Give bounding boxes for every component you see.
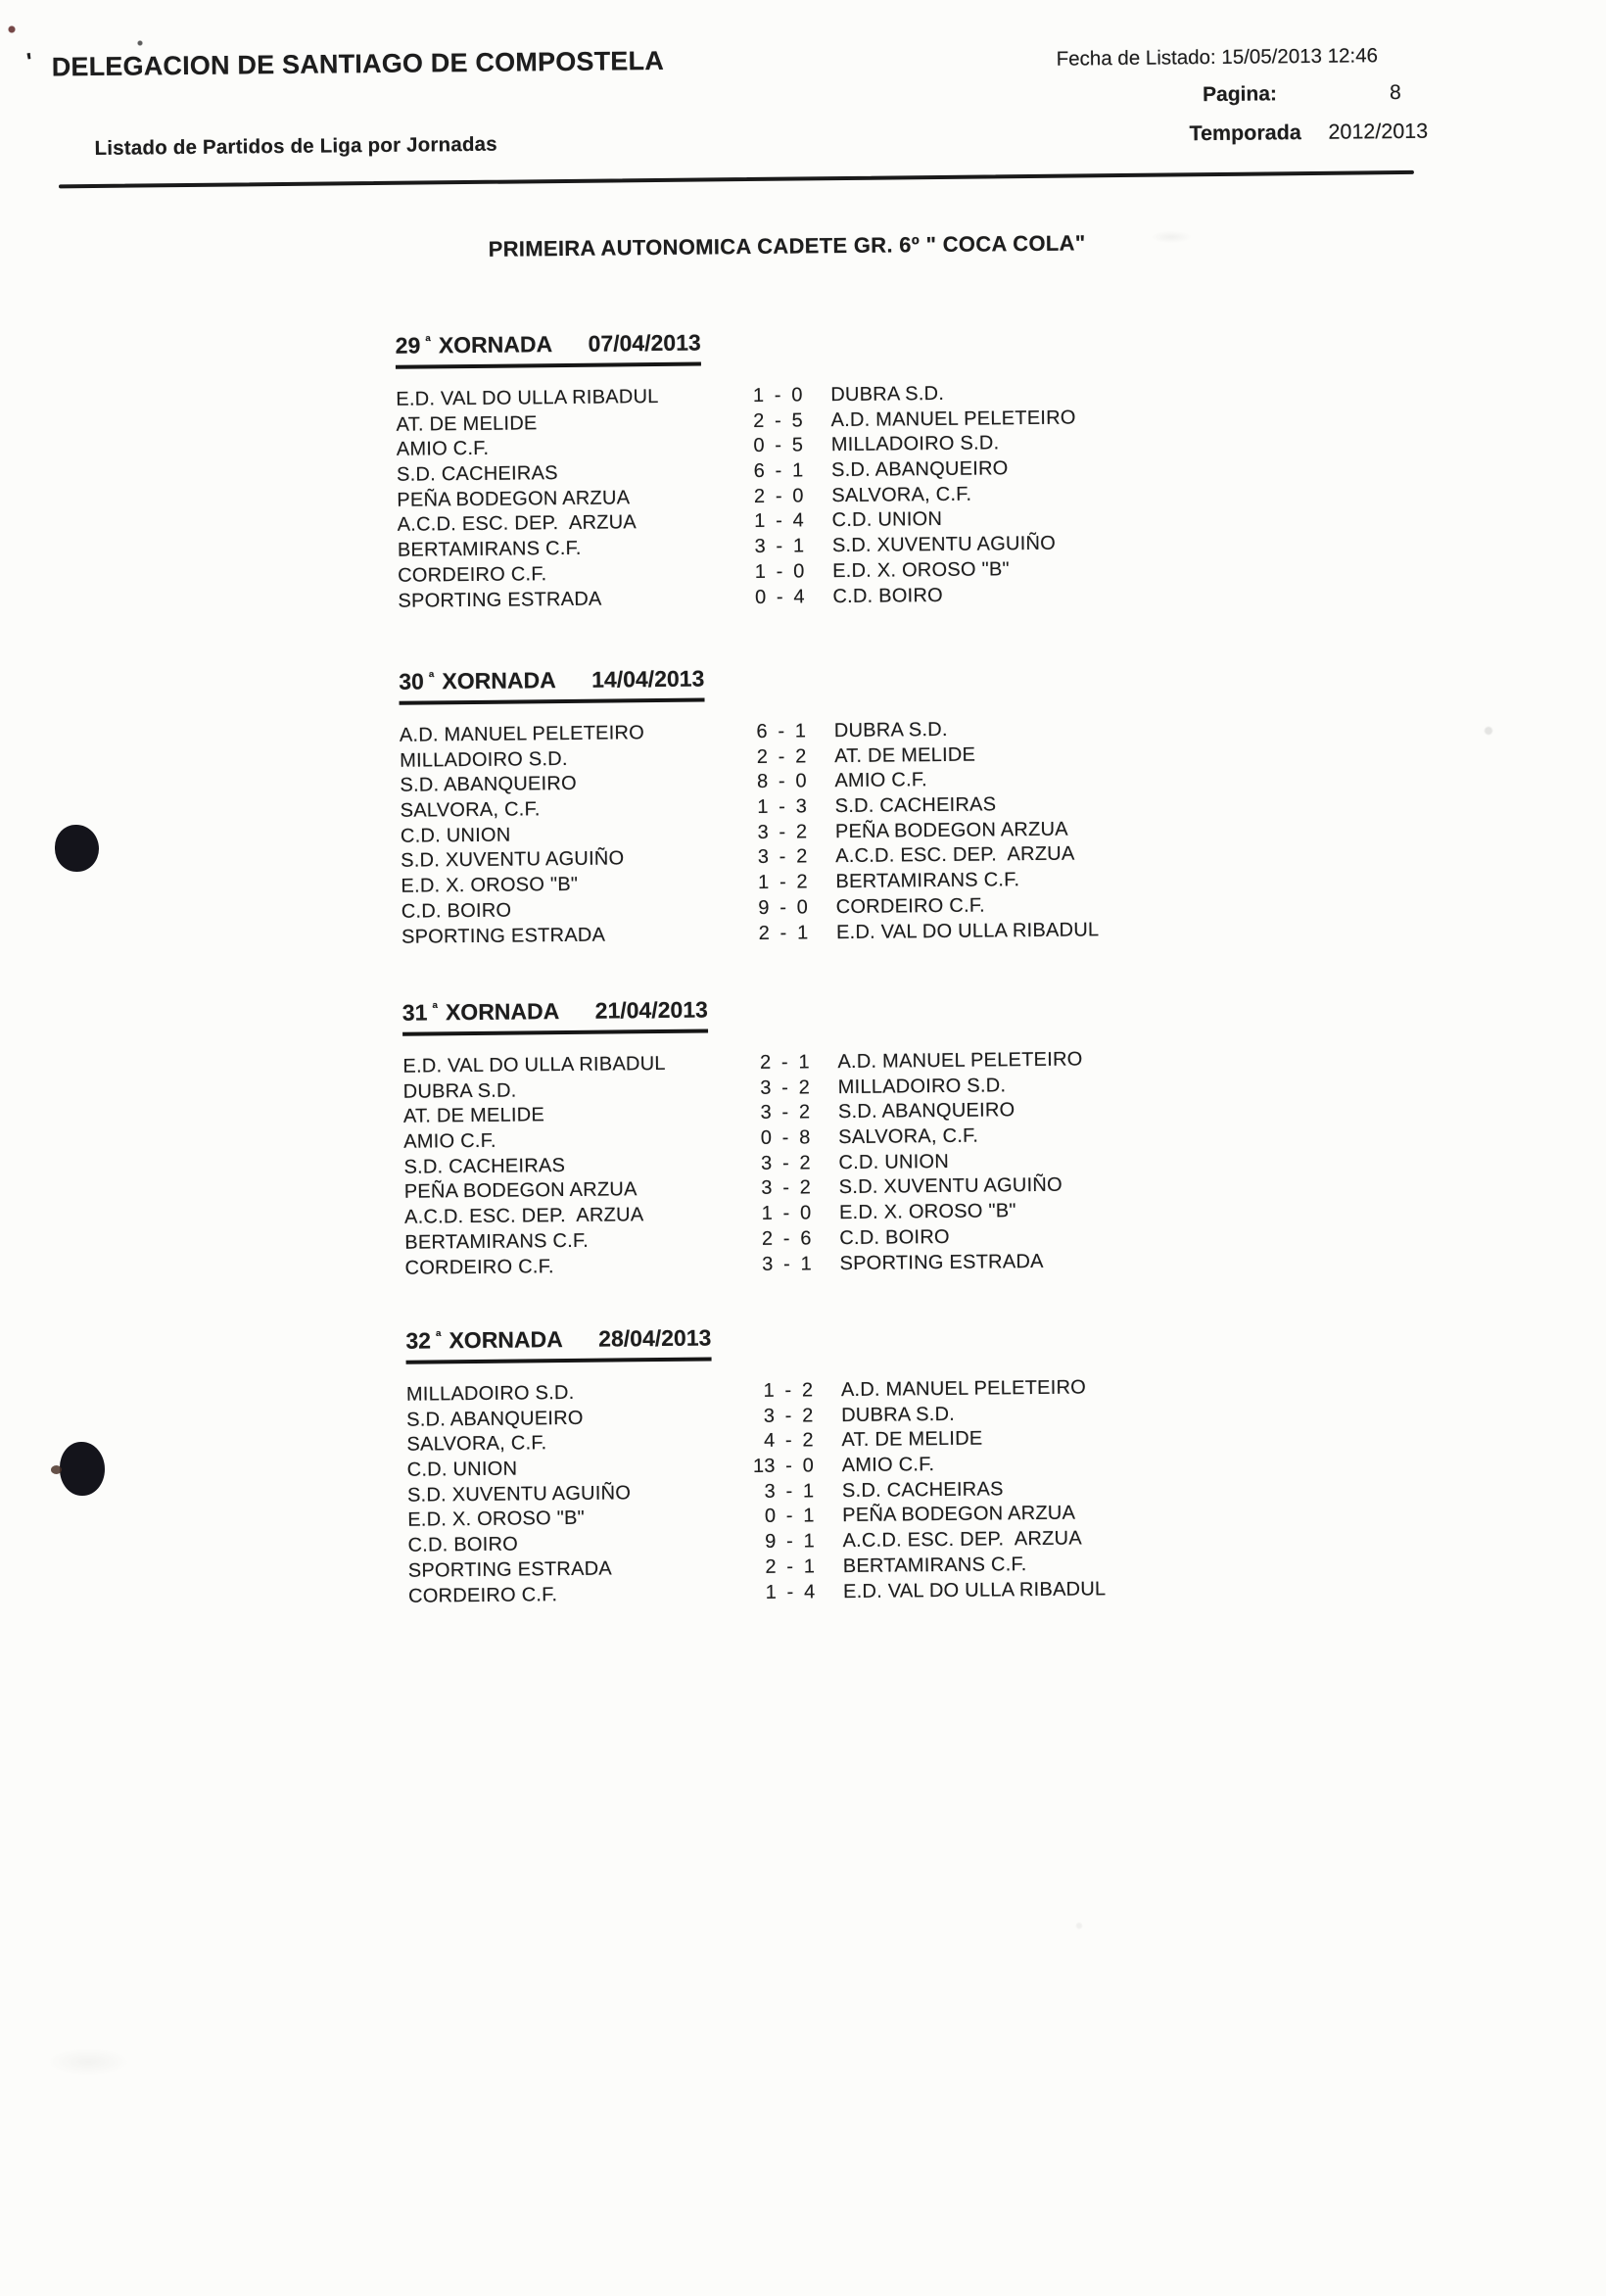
away-team: DUBRA S.D. [841,1403,956,1426]
score-separator: - [774,409,782,432]
jornada-ordinal: ª [425,333,431,351]
away-score: 1 [792,535,805,557]
score-separator: - [786,1555,794,1578]
home-score: 1 [752,384,765,407]
away-score: 0 [796,896,809,919]
away-team: C.D. BOIRO [839,1225,950,1249]
pagina-value: 8 [1389,81,1401,105]
away-team: AT. DE MELIDE [841,1427,983,1452]
stray-ink-mark: ' [24,48,35,75]
away-score: 6 [800,1227,812,1250]
home-score: 1 [761,1202,774,1225]
jornada-matches [400,714,1332,950]
away-score: 2 [799,1176,812,1199]
score-separator: - [779,795,786,818]
jornada-section [396,323,1329,614]
home-team: S.D. XUVENTU AGUIÑO [401,847,625,873]
away-score: 5 [791,409,804,432]
away-team: PEÑA BODEGON ARZUA [842,1503,1076,1527]
score-separator: - [779,821,786,843]
jornada-section [405,1318,1339,1609]
home-score: 0 [764,1506,777,1528]
away-team: S.D. CACHEIRAS [841,1478,1004,1502]
score-separator: - [779,896,787,919]
pagina-label: Pagina: [1202,82,1278,107]
home-team: DUBRA S.D. [402,1079,517,1103]
away-team: E.D. X. OROSO "B" [832,558,1010,582]
jornada-date: 21/04/2013 [594,996,708,1024]
away-score: 2 [798,1101,811,1124]
score-separator: - [779,846,786,869]
score-separator: - [781,1126,789,1149]
report-subtitle: Listado de Partidos de Liga por Jornadas [94,132,497,160]
score-separator: - [782,1202,790,1224]
temporada-label: Temporada [1189,120,1301,146]
jornada-ordinal: ª [432,1000,439,1018]
home-score: 6 [756,720,768,742]
away-team: C.D. BOIRO [832,584,944,607]
home-score: 2 [765,1555,777,1578]
score-separator: - [785,1506,793,1528]
away-score: 1 [802,1480,815,1503]
score-separator: - [781,1102,789,1124]
jornada-label: XORNADA [449,1326,563,1354]
home-score: 1 [754,510,766,533]
score-separator: - [786,1581,794,1603]
away-score: 4 [803,1580,816,1602]
away-team: A.D. MANUEL PELETEIRO [837,1048,1083,1074]
home-team: E.D. X. OROSO "B" [401,873,579,897]
home-score: 1 [754,560,767,583]
home-team: E.D. VAL DO ULLA RIBADUL [402,1052,666,1077]
home-score: 4 [763,1430,776,1453]
home-team: CORDEIRO C.F. [407,1583,558,1607]
fecha-label: Fecha de Listado: [1056,46,1216,71]
away-score: 5 [791,434,804,456]
home-score: 6 [753,459,766,483]
away-score: 1 [800,1252,813,1275]
away-team: BERTAMIRANS C.F. [835,869,1020,893]
away-team: DUBRA S.D. [830,382,945,407]
away-team: AMIO C.F. [834,769,927,792]
home-score: 3 [757,846,770,869]
home-score: 3 [754,535,767,558]
score-separator: - [784,1429,793,1453]
home-score: 13 [752,1455,776,1478]
home-score: 9 [765,1530,777,1554]
home-team: S.D. CACHEIRAS [396,462,558,486]
away-score: 0 [799,1202,812,1224]
away-score: 2 [795,745,807,768]
home-team: C.D. UNION [400,824,511,847]
away-team: PEÑA BODEGON ARZUA [834,818,1068,842]
home-team: CORDEIRO C.F. [398,562,547,587]
away-score: 2 [799,1152,811,1174]
away-team: SALVORA, C.F. [838,1124,979,1149]
away-team: A.C.D. ESC. DEP. ARZUA [842,1527,1082,1553]
home-score: 8 [756,771,769,793]
home-team: AMIO C.F. [396,438,490,461]
away-score: 4 [792,509,805,532]
home-team: S.D. XUVENTU AGUIÑO [406,1482,632,1507]
home-team: SALVORA, C.F. [400,798,541,822]
away-team: C.D. UNION [838,1150,950,1173]
jornada-date: 14/04/2013 [591,665,705,693]
home-team: SPORTING ESTRADA [401,924,606,948]
away-score: 0 [795,770,807,792]
away-team: S.D. ABANQUEIRO [830,457,1009,482]
competition-title: PRIMEIRA AUTONOMICA CADETE GR. 6º " COCA COLA" [488,230,1086,262]
away-score: 8 [799,1126,811,1149]
home-team: SPORTING ESTRADA [407,1557,613,1582]
home-score: 1 [757,871,770,894]
jornada-number: 29 [395,332,421,359]
away-team: SPORTING ESTRADA [839,1250,1044,1274]
jornada-matches [402,1045,1335,1281]
away-score: 0 [792,485,804,507]
jornada-header [405,1324,711,1363]
away-team: E.D. X. OROSO "B" [838,1200,1016,1224]
home-team: C.D. BOIRO [407,1533,519,1556]
home-team: BERTAMIRANS C.F. [404,1229,590,1254]
home-score: 3 [760,1152,773,1174]
jornada-ordinal: ª [428,669,435,687]
home-team: PEÑA BODEGON ARZUA [403,1178,638,1204]
home-score: 1 [757,795,769,819]
away-score: 2 [802,1429,814,1452]
home-team: S.D. CACHEIRAS [403,1154,566,1178]
score-separator: - [781,1076,789,1099]
home-team: BERTAMIRANS C.F. [397,537,582,561]
home-team: C.D. UNION [406,1458,518,1481]
score-separator: - [780,1051,788,1074]
home-team: E.D. VAL DO ULLA RIBADUL [396,385,659,410]
jornada-label: XORNADA [445,998,560,1026]
home-score: 0 [754,586,767,608]
score-separator: - [782,1177,790,1200]
home-team: A.D. MANUEL PELETEIRO [399,722,645,746]
away-score: 4 [793,585,805,608]
jornada-label: XORNADA [438,331,553,359]
jornada-label: XORNADA [442,667,556,694]
away-score: 2 [802,1405,814,1427]
away-score: 1 [794,720,807,742]
score-separator: - [785,1480,793,1503]
jornada-ordinal: ª [435,1328,442,1346]
home-team: S.D. ABANQUEIRO [400,773,577,797]
away-team: CORDEIRO C.F. [835,894,986,918]
away-team: BERTAMIRANS C.F. [842,1553,1027,1577]
home-score: 3 [762,1253,774,1275]
away-team: A.D. MANUEL PELETEIRO [830,407,1076,431]
jornada-matches [406,1373,1339,1609]
score-separator: - [775,485,782,507]
away-team: AT. DE MELIDE [834,743,976,767]
away-team: MILLADOIRO S.D. [837,1074,1007,1098]
home-team: AMIO C.F. [403,1129,496,1153]
home-score: 0 [760,1126,773,1149]
home-team: MILLADOIRO S.D. [400,747,568,772]
home-team: PEÑA BODEGON ARZUA [397,487,631,511]
jornada-number: 32 [405,1327,432,1354]
away-score: 1 [798,1051,810,1074]
jornada-header [396,330,701,369]
away-score: 0 [802,1455,815,1477]
jornada-header [399,666,704,705]
away-score: 2 [796,845,808,868]
score-separator: - [784,1405,792,1427]
page-title: DELEGACION DE SANTIAGO DE COMPOSTELA [51,45,665,82]
score-separator: - [785,1530,794,1553]
jornada-date: 28/04/2013 [598,1324,712,1352]
away-team: DUBRA S.D. [833,718,948,742]
home-score: 2 [753,409,765,432]
score-separator: - [775,459,782,482]
away-score: 3 [795,795,808,818]
away-score: 0 [793,560,805,583]
temporada-value: 2012/2013 [1328,119,1429,144]
score-separator: - [782,1253,791,1275]
away-score: 2 [798,1076,811,1099]
jornada-matches [396,378,1328,614]
score-separator: - [781,1152,790,1174]
jornada-number: 31 [402,999,428,1026]
score-separator: - [778,771,785,793]
away-team: S.D. CACHEIRAS [834,793,997,818]
home-score: 1 [763,1379,776,1402]
score-separator: - [778,720,785,742]
away-team: S.D. XUVENTU AGUIÑO [838,1174,1063,1199]
jornada-number: 30 [399,668,425,694]
away-team: AMIO C.F. [841,1454,935,1477]
score-separator: - [778,745,785,768]
home-score: 0 [753,435,765,457]
home-team: A.C.D. ESC. DEP. ARZUA [397,511,638,537]
home-score: 3 [760,1102,773,1124]
home-score: 2 [753,485,766,507]
home-team: AT. DE MELIDE [396,411,538,436]
away-score: 2 [795,821,808,843]
score-separator: - [782,1227,790,1250]
home-score: 3 [757,821,770,843]
jornada-section [399,659,1332,950]
away-score: 1 [803,1505,815,1527]
home-team: MILLADOIRO S.D. [405,1381,575,1406]
score-separator: - [776,510,783,533]
home-score: 3 [763,1405,776,1427]
away-team: A.C.D. ESC. DEP. ARZUA [835,842,1075,868]
home-score: 2 [756,745,769,768]
score-separator: - [779,922,787,944]
away-score: 2 [801,1379,814,1402]
jornada-section [402,990,1336,1281]
jornada-header [402,996,708,1035]
score-separator: - [784,1379,792,1402]
home-score: 2 [759,1051,772,1074]
home-score: 3 [760,1076,772,1099]
score-separator: - [776,535,783,557]
away-team: E.D. VAL DO ULLA RIBADUL [835,918,1100,943]
home-score: 3 [764,1480,777,1503]
away-team: SALVORA, C.F. [831,483,972,506]
home-score: 2 [758,922,771,944]
score-separator: - [779,871,787,893]
home-team: SALVORA, C.F. [406,1432,547,1457]
home-team: S.D. ABANQUEIRO [406,1407,584,1431]
away-score: 2 [796,871,808,893]
home-score: 1 [765,1581,778,1603]
home-team: E.D. X. OROSO "B" [407,1507,586,1532]
score-separator: - [774,384,781,407]
away-team: E.D. VAL DO ULLA RIBADUL [842,1577,1107,1602]
away-score: 1 [803,1530,816,1553]
away-score: 1 [803,1555,816,1578]
away-team: S.D. XUVENTU AGUIÑO [831,532,1057,557]
fecha-value: 15/05/2013 12:46 [1221,44,1379,69]
home-score: 3 [761,1177,773,1200]
fecha-listado-line [1057,44,1379,71]
score-separator: - [785,1455,793,1477]
home-team: C.D. BOIRO [401,899,512,923]
home-team: CORDEIRO C.F. [404,1255,554,1279]
away-team: A.D. MANUEL PELETEIRO [840,1376,1087,1402]
score-separator: - [776,586,783,608]
score-separator: - [776,560,783,583]
away-team: S.D. ABANQUEIRO [837,1099,1016,1124]
away-team: MILLADOIRO S.D. [830,432,1000,456]
home-score: 9 [758,896,770,919]
away-score: 1 [791,459,804,482]
home-score: 2 [761,1227,774,1250]
score-separator: - [775,435,782,457]
away-team: C.D. UNION [831,508,943,532]
away-score: 0 [791,384,803,407]
jornada-date: 07/04/2013 [588,329,701,357]
home-team: SPORTING ESTRADA [398,588,602,612]
header-divider [59,170,1414,188]
away-score: 1 [796,921,809,944]
home-team: AT. DE MELIDE [402,1104,545,1128]
home-team: A.C.D. ESC. DEP. ARZUA [403,1204,644,1228]
